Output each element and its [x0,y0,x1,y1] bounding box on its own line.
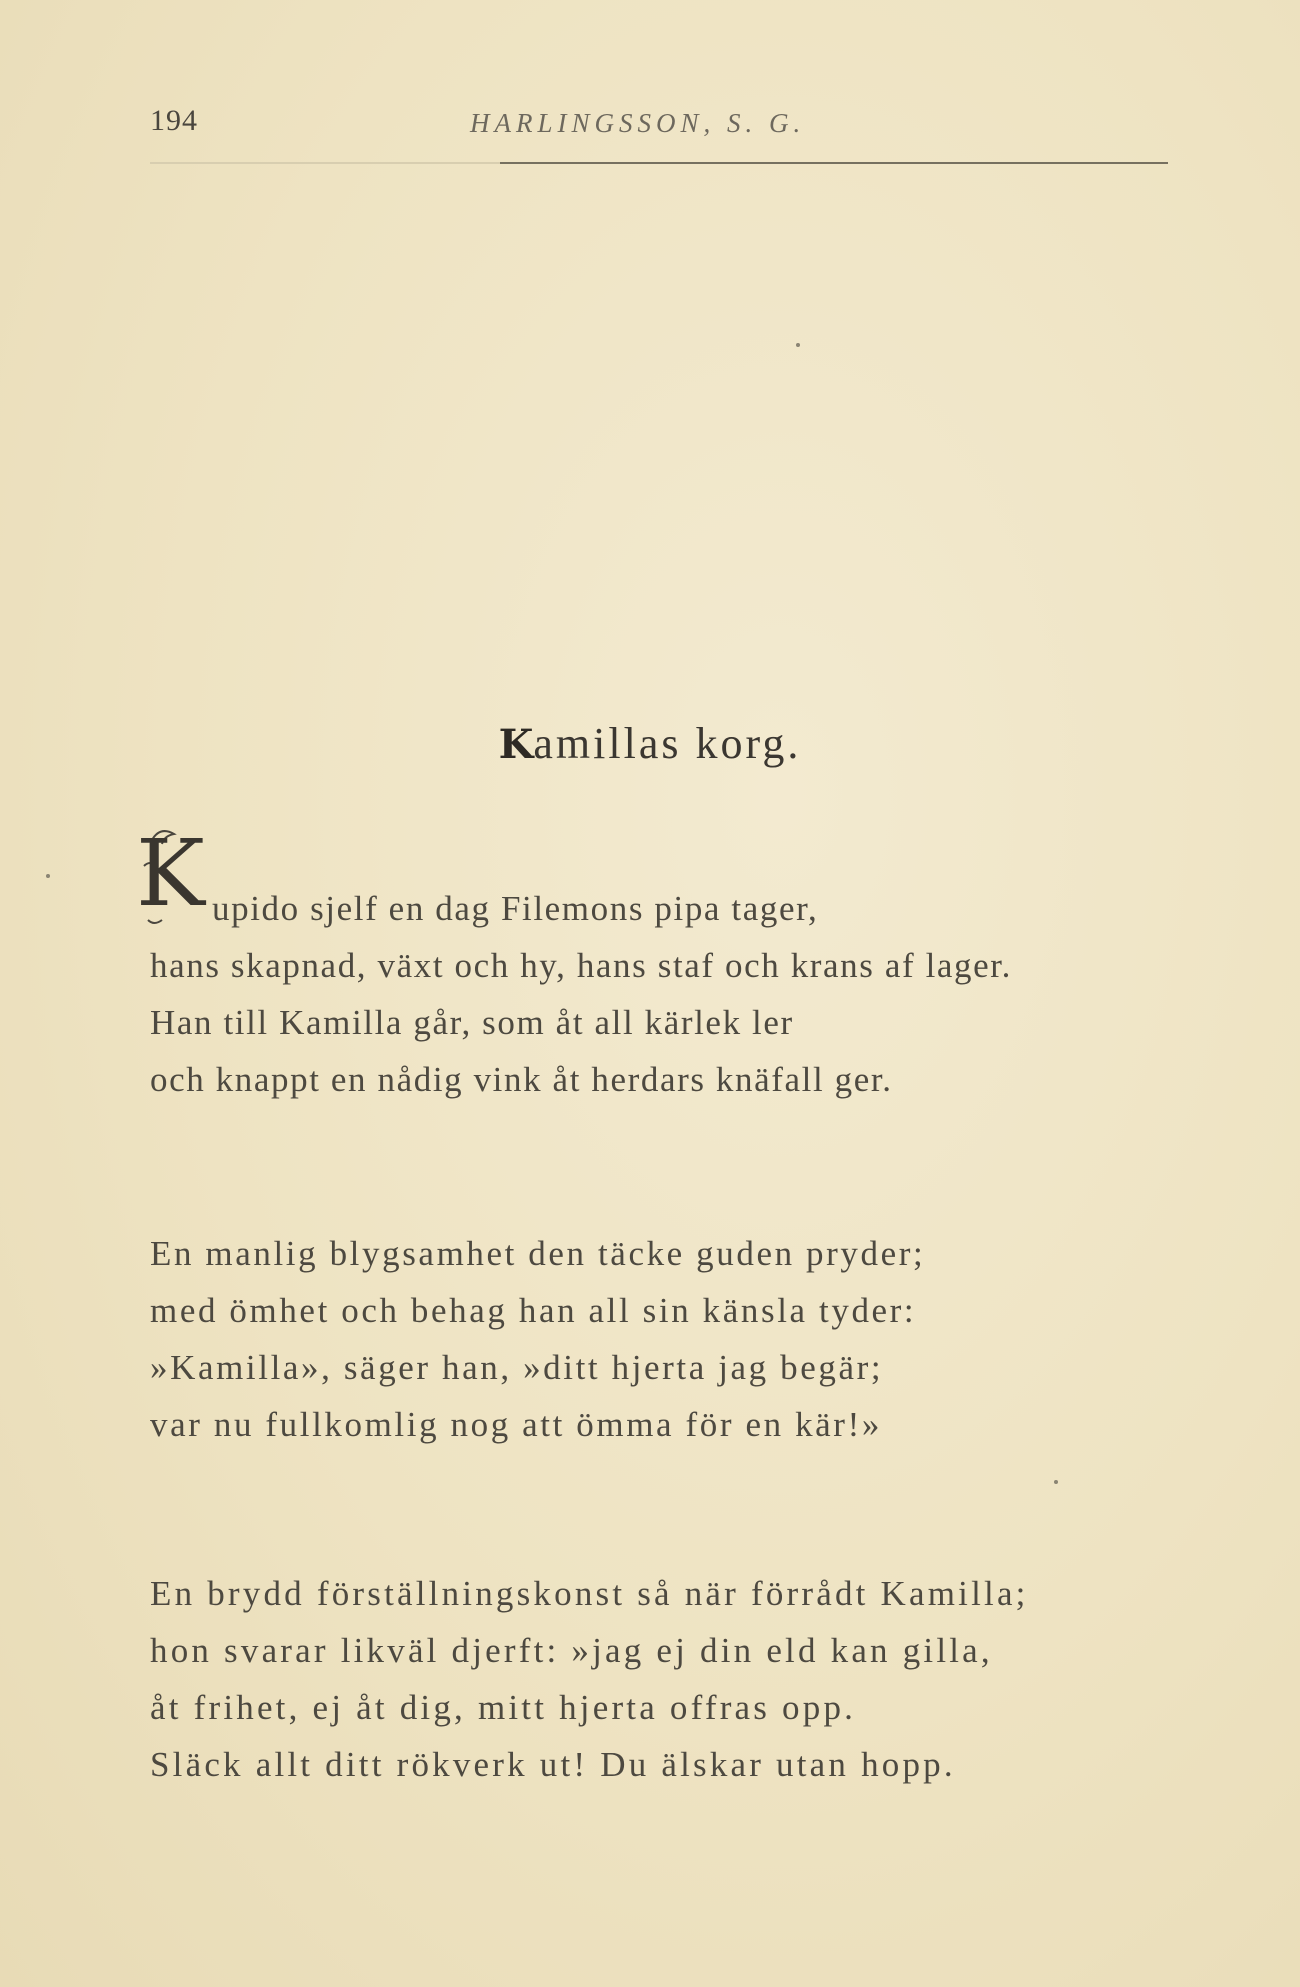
poem-line: En brydd förställningskonst så när förrådt Kamilla; [150,1574,1029,1613]
poem-line: hans skapnad, växt och hy, hans staf och krans af lager. [150,946,1012,985]
stanza-2 [150,1225,1200,1453]
drop-cap-initial: K [136,820,207,927]
poem-line-text: upido sjelf en dag Filemons pipa tager, [212,889,819,928]
running-head [0,104,1300,144]
title-ornamental-initial: K [498,721,534,768]
paper-speck [796,343,800,347]
poem-line: Han till Kamilla går, som åt all kärlek ler [150,1003,794,1042]
poem-line: En manlig blygsamhet den täcke guden pryder; [150,1234,926,1273]
poem-line: åt frihet, ej åt dig, mitt hjerta offras opp. [150,1688,857,1727]
poem-line: var nu fullkomlig nog att ömma för en kär!» [150,1405,882,1444]
poem-line [136,820,1200,937]
page-number: 194 [150,104,198,137]
stanza-1 [136,820,1200,1108]
paper-speck [46,874,50,878]
title-text: amillas korg. [533,719,802,768]
poem-line: och knappt en nådig vink åt herdars knäfall ger. [150,1060,893,1099]
poem-line: hon svarar likväl djerft: »jag ej din eld kan gilla, [150,1631,993,1670]
header-rule [500,162,1168,164]
poem-title [0,718,1300,769]
poem-line: Släck allt ditt rökverk ut! Du älskar utan hopp. [150,1745,956,1784]
running-title: HARLINGSSON, S. G. [470,108,806,138]
poem-line: »Kamilla», säger han, »ditt hjerta jag begär; [150,1348,884,1387]
paper-speck [1054,1480,1058,1484]
stanza-3 [150,1565,1200,1793]
header-rule-faint [150,162,510,164]
poem-line: med ömhet och behag han all sin känsla tyder: [150,1291,917,1330]
